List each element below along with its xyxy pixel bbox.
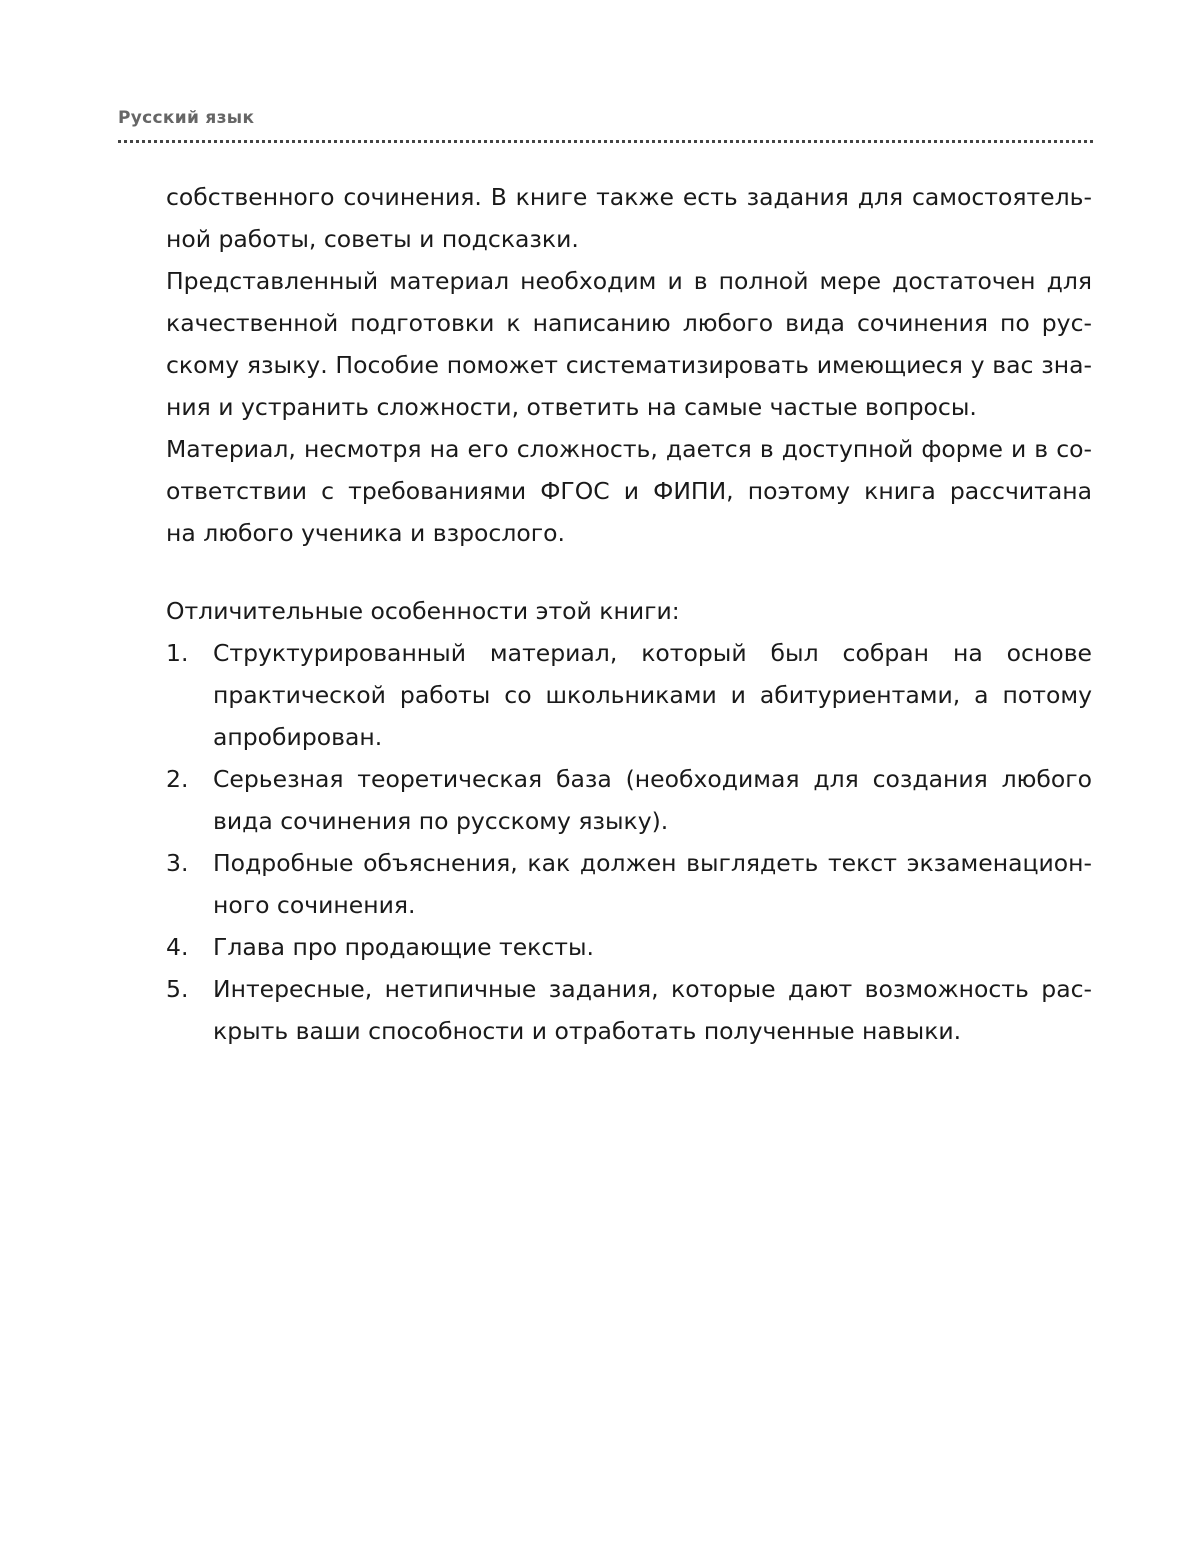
- text-line: крыть ваши способности и отработать полученные навыки.: [213, 1017, 962, 1045]
- list-item: [166, 926, 1092, 968]
- spacer: [166, 554, 1092, 590]
- text-line: Глава про продающие тексты.: [213, 933, 595, 961]
- page-body: [166, 176, 1092, 1052]
- list-item: [166, 842, 1092, 926]
- text-line: собственного сочинения. В книге также есть задания для самостоятель-: [166, 183, 1092, 211]
- paragraph: [166, 428, 1092, 554]
- list-number: 2.: [166, 765, 189, 793]
- list-item: [166, 968, 1092, 1052]
- text-line: Представленный материал необходим и в полной мере достаточен для: [166, 267, 1092, 295]
- text-line: Серьезная теоретическая база (необходимая для создания любого: [213, 765, 1092, 793]
- text-line: ного сочинения.: [213, 891, 416, 919]
- list-number: 3.: [166, 849, 189, 877]
- text-line: Материал, несмотря на его сложность, дается в доступной форме и в со-: [166, 435, 1092, 463]
- text-line: на любого ученика и взрослого.: [166, 519, 565, 547]
- text-line: Подробные объяснения, как должен выглядеть текст экзаменацион-: [213, 849, 1092, 877]
- paragraph: [166, 176, 1092, 260]
- text-line: скому языку. Пособие поможет систематизировать имеющиеся у вас зна-: [166, 351, 1092, 379]
- header-title: Русский язык: [118, 108, 255, 128]
- list-intro: [166, 590, 1092, 632]
- list-item: [166, 632, 1092, 758]
- running-header: [118, 108, 1093, 143]
- list-number: 1.: [166, 639, 189, 667]
- paragraph: [166, 260, 1092, 428]
- text-line: ответствии с требованиями ФГОС и ФИПИ, поэтому книга рассчитана: [166, 477, 1092, 505]
- list-item: [166, 758, 1092, 842]
- text-line: ния и устранить сложности, ответить на самые частые вопросы.: [166, 393, 977, 421]
- features-list: [166, 632, 1092, 1052]
- text-line: Структурированный материал, который был собран на основе: [213, 639, 1092, 667]
- text-line: Интересные, нетипичные задания, которые дают возможность рас-: [213, 975, 1092, 1003]
- text-line: вида сочинения по русскому языку).: [213, 807, 669, 835]
- list-number: 4.: [166, 933, 189, 961]
- text-line: качественной подготовки к написанию любого вида сочинения по рус-: [166, 309, 1092, 337]
- list-number: 5.: [166, 975, 189, 1003]
- text-line: ной работы, советы и подсказки.: [166, 225, 579, 253]
- text-line: Отличительные особенности этой книги:: [166, 597, 680, 625]
- text-line: практической работы со школьниками и абитуриентами, а потому: [213, 681, 1092, 709]
- text-line: апробирован.: [213, 723, 383, 751]
